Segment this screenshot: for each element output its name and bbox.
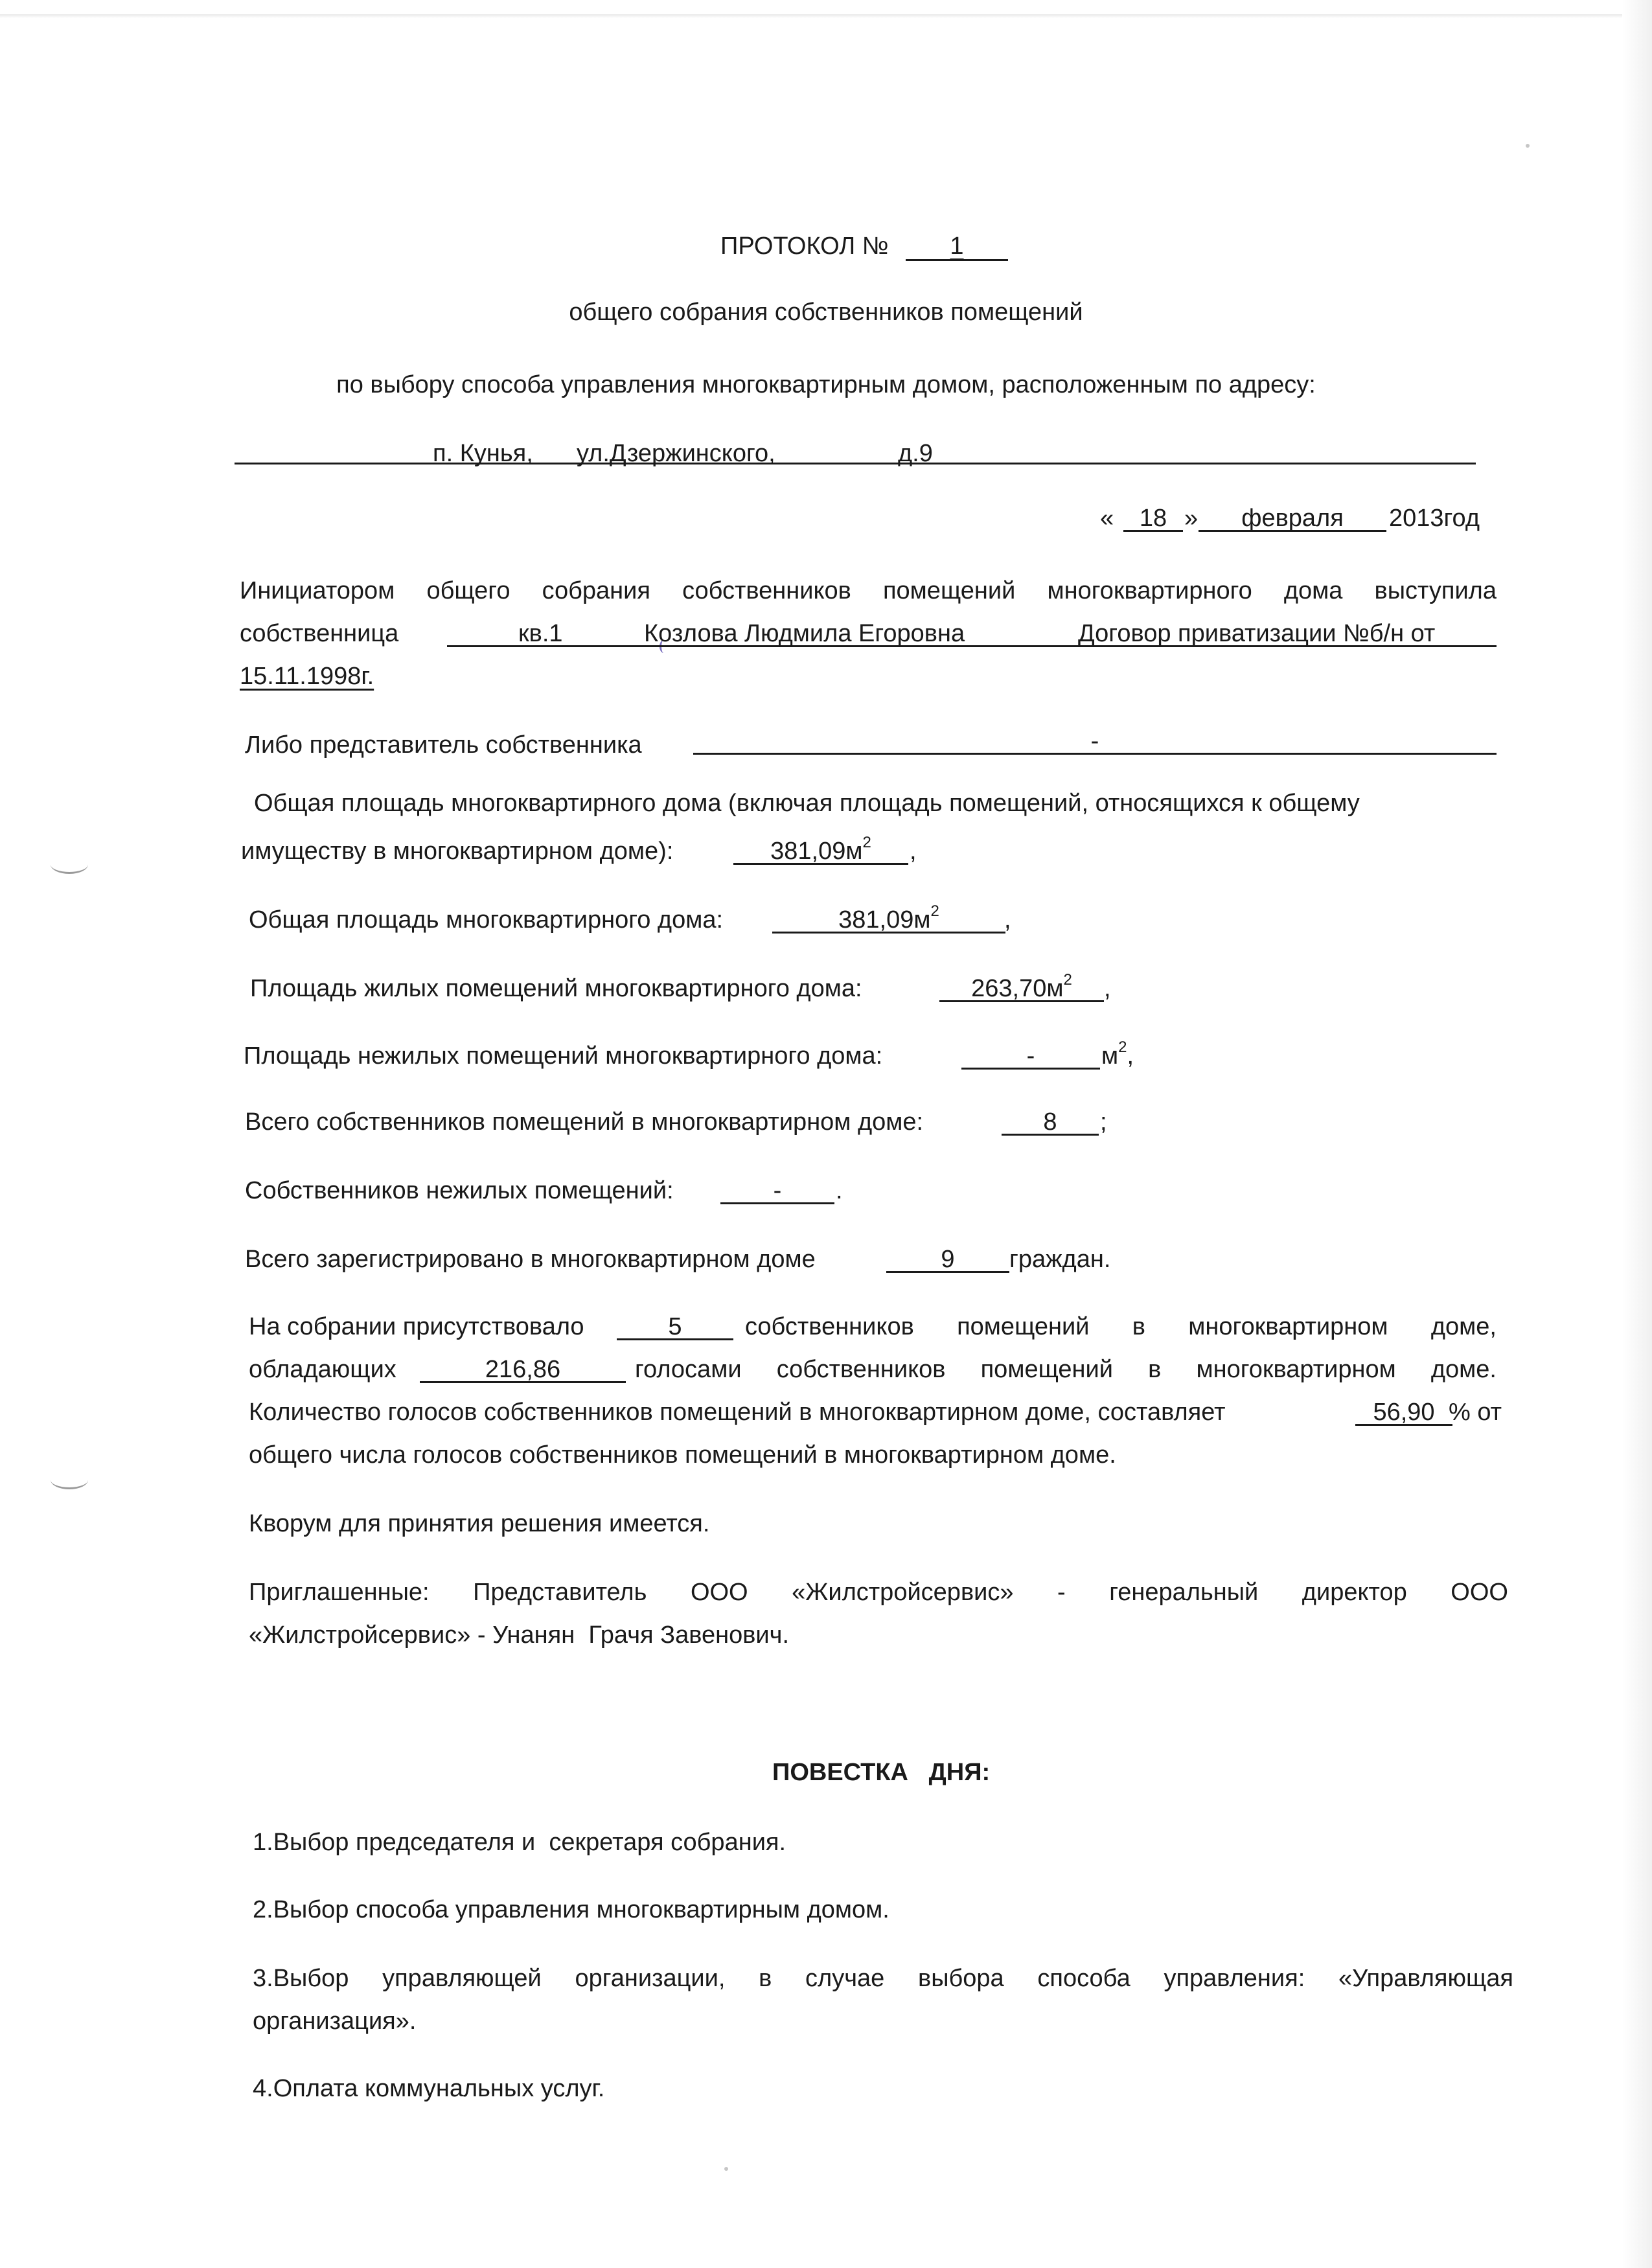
date-month: февраля (1241, 505, 1344, 532)
owners-total-value: 8 (1043, 1108, 1057, 1136)
scan-dust-dot (1526, 144, 1530, 148)
agenda-item-3-line-1: 3.Выбор управляющей организации, в случае выбора способа управления: «Управляющая (253, 1965, 1513, 1992)
attendance-votes-percent: 56,90 (1373, 1399, 1435, 1426)
representative-underline (693, 753, 1497, 755)
agenda-item-2: 2.Выбор способа управления многоквартирным домом. (253, 1896, 889, 1923)
address-settlement: п. Кунья, (433, 440, 533, 467)
protocol-title (720, 231, 889, 262)
area-common-value: $381,09м^2$ (770, 834, 871, 865)
owners-nonresidential-period: . (836, 1177, 843, 1204)
attendance-line1-prefix: На собрании присутствовало (249, 1313, 584, 1340)
area-residential-comma: , (1104, 975, 1111, 1002)
area-total-underline (772, 932, 1005, 934)
attendance-line3-prefix: Количество голосов собственников помещений в многоквартирном доме, составляет (249, 1399, 1226, 1426)
address-street: ул.Дзержинского, (577, 440, 775, 467)
scan-edge-top (0, 14, 1652, 18)
date-day-underline (1123, 530, 1183, 532)
area-common-underline (733, 863, 908, 865)
owners-nonresidential-underline (720, 1202, 834, 1204)
protocol-title-label: ПРОТОКОЛ № (720, 233, 889, 260)
agenda-item-1: 1.Выбор председателя и секретаря собрания. (253, 1829, 786, 1856)
initiator-label: собственница (240, 620, 399, 647)
area-nonresidential-value: - (1026, 1042, 1035, 1070)
agenda-item-4: 4.Оплата коммунальных услуг. (253, 2075, 605, 2102)
initiator-line-1: Инициатором общего собрания собственников помещений многоквартирного дома выступила (240, 577, 1497, 604)
owners-nonresidential-value: - (773, 1177, 782, 1204)
date-close-quote: » (1184, 505, 1199, 532)
attendance-line2-words: голосами собственников помещений в многоквартирном доме. (635, 1356, 1497, 1383)
representative-value: - (1090, 727, 1099, 755)
date-month-underline (1199, 530, 1386, 532)
attendance-line1-words: собственников помещений в многоквартирном доме, (745, 1313, 1497, 1340)
area-nonresidential-underline (961, 1068, 1100, 1070)
attendance-votes: 216,86 (485, 1356, 561, 1383)
protocol-number: 1 (950, 233, 964, 260)
scan-dust-dot (724, 2167, 728, 2171)
area-common-comma: , (910, 838, 917, 865)
owners-total-label: Всего собственников помещений в многоквартирном доме: (245, 1108, 924, 1136)
punch-hole-mark (51, 855, 88, 874)
owners-registered-underline (886, 1271, 1009, 1273)
area-nonresidential-unit: $м^2$, (1101, 1038, 1134, 1070)
punch-hole-mark (51, 1471, 88, 1489)
initiator-document: Договор приватизации №б/н от (1078, 620, 1436, 647)
area-residential-label: Площадь жилых помещений многоквартирного дома: (250, 975, 862, 1002)
invited-line-2: «Жилстройсервис» - Унанян Грачя Завенович. (249, 1621, 789, 1649)
area-total-label: Общая площадь многоквартирного дома: (249, 906, 724, 934)
attendance-line2-prefix: обладающих (249, 1356, 396, 1383)
attendance-owners-present-underline (617, 1338, 733, 1340)
invited-line-1: Приглашенные: Представитель ООО «Жилстройсервис» - генеральный директор ООО (249, 1579, 1508, 1606)
address-underline (235, 463, 1476, 464)
initiator-underline (447, 645, 1497, 647)
owners-total-underline (1002, 1134, 1099, 1136)
area-common-line-1: Общая площадь многоквартирного дома (включая площадь помещений, относящихся к общему (254, 790, 1360, 817)
area-total-comma: , (1004, 906, 1011, 934)
attendance-line4: общего числа голосов собственников помещений в многоквартирном доме. (249, 1441, 1116, 1469)
subtitle-line-2: по выбору способа управления многоквартирным домом, расположенным по адресу: (336, 371, 1316, 398)
owners-total-semicolon: ; (1100, 1108, 1107, 1136)
area-residential-value: $263,70м^2$ (971, 971, 1072, 1002)
owners-registered-label: Всего зарегистрировано в многоквартирном доме (245, 1246, 816, 1273)
protocol-number-underline (906, 259, 1008, 261)
attendance-owners-present: 5 (668, 1313, 682, 1340)
attendance-votes-underline (420, 1381, 626, 1383)
quorum-statement: Кворум для принятия решения имеется. (249, 1510, 710, 1537)
agenda-item-3-line-2: организация». (253, 2008, 417, 2035)
owners-nonresidential-label: Собственников нежилых помещений: (245, 1177, 674, 1204)
representative-label: Либо представитель собственника (245, 731, 642, 759)
subtitle-line-1: общего собрания собственников помещений (569, 299, 1083, 326)
owners-registered-value: 9 (941, 1246, 955, 1273)
agenda-heading: ПОВЕСТКА ДНЯ: (772, 1759, 991, 1786)
owners-registered-suffix: граждан. (1009, 1246, 1111, 1273)
attendance-votes-percent-underline (1355, 1424, 1452, 1426)
area-common-line-2: имуществу в многоквартирном доме): (241, 838, 674, 865)
date-year: 2013год (1389, 505, 1480, 532)
area-nonresidential-label: Площадь нежилых помещений многоквартирного дома: (244, 1042, 883, 1070)
initiator-apartment: кв.1 (518, 620, 563, 647)
address-house: д.9 (898, 440, 933, 467)
date-open-quote: « (1100, 505, 1114, 532)
initiator-name: Козлова Людмила Егоровна (644, 620, 965, 647)
date-day: 18 (1139, 505, 1167, 532)
initiator-document-date: 15.11.1998г. (240, 663, 374, 690)
area-total-value: $381,09м^2$ (838, 902, 939, 934)
attendance-line3-suffix: % от (1449, 1399, 1502, 1426)
area-residential-underline (939, 1000, 1104, 1002)
scan-edge-right (1622, 0, 1652, 2268)
